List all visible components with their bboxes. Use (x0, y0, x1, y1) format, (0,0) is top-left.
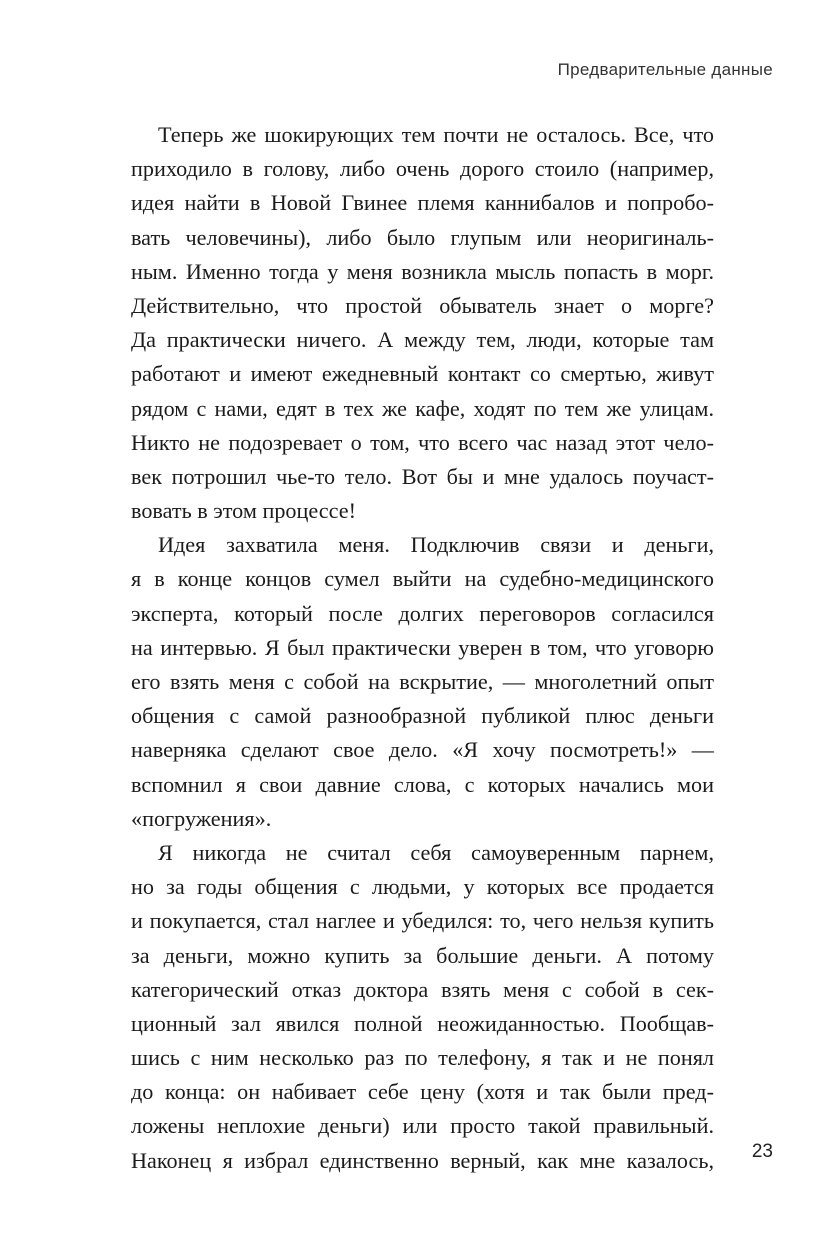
text-line: наверняка сделают свое дело. «Я хочу посмотреть!» — (131, 737, 714, 763)
text-line: ционный зал явился полной неожиданностью. Пообщав- (131, 1010, 714, 1036)
text-line: его взять меня с собой на вскрытие, — многолетний опыт (131, 669, 714, 694)
text-line: Я никогда не считал себя самоуверенным парнем, (158, 839, 714, 865)
text-line: Да практически ничего. А между тем, люди, которые там (131, 327, 714, 353)
text-line: Теперь же шокирующих тем почти не осталось. Все, что (158, 122, 714, 147)
text-line: за деньги, можно купить за большие деньги. А потому (131, 942, 714, 968)
text-line: вовать в этом процессе! (131, 498, 356, 524)
text-line: я в конце концов сумел выйти на судебно-медицинского (131, 566, 714, 592)
paragraph (131, 836, 714, 1178)
text-line: на интервью. Я был практически уверен в том, что уговорю (131, 634, 714, 660)
text-line: идея найти в Новой Гвинее племя каннибалов и попробо- (131, 190, 714, 216)
running-header: Предварительные данные (557, 60, 773, 79)
text-line: век потрошил чье-то тело. Вот бы и мне удалось поучаст- (131, 463, 714, 489)
text-line: ложены неплохие деньги) или просто такой правильный. (131, 1113, 714, 1139)
text-line: вспомнил я свои давние слова, с которых начались мои (131, 771, 714, 797)
text-line: но за годы общения с людьми, у которых все продается (131, 874, 714, 900)
text-line: и покупается, стал наглее и убедился: то, чего нельзя купить (131, 908, 714, 934)
text-line: ным. Именно тогда у меня возникла мысль попасть в морг. (131, 258, 714, 284)
page-number: 23 (751, 1141, 773, 1162)
text-line: шись с ним несколько раз по телефону, я так и не понял (131, 1045, 714, 1071)
text-line: вать человечины), либо было глупым или неоригиналь- (131, 224, 714, 250)
text-line: до конца: он набивает себе цену (хотя и так были пред- (131, 1079, 714, 1105)
text-line: работают и имеют ежедневный контакт со смертью, живут (131, 361, 714, 387)
text-line: Наконец я избрал единственно верный, как мне казалось, (131, 1147, 714, 1173)
text-line: «погружения». (131, 805, 272, 831)
text-line: общения с самой разнообразной публикой плюс деньги (131, 703, 714, 729)
text-line: Действительно, что простой обыватель знает о морге? (131, 292, 714, 318)
text-line: Никто не подозревает о том, что всего час назад этот чело- (131, 429, 714, 455)
text-line: рядом с нами, едят в тех же кафе, ходят по тем же улицам. (131, 395, 714, 421)
text-line: Идея захватила меня. Подключив связи и деньги, (158, 532, 714, 558)
text-line: эксперта, который после долгих переговоров согласился (131, 600, 714, 626)
text-line: приходило в голову, либо очень дорого стоило (например, (131, 156, 714, 182)
paragraph (131, 118, 714, 528)
body-text (131, 118, 714, 1178)
paragraph (131, 528, 714, 836)
text-line: категорический отказ доктора взять меня с собой в сек- (131, 976, 714, 1002)
